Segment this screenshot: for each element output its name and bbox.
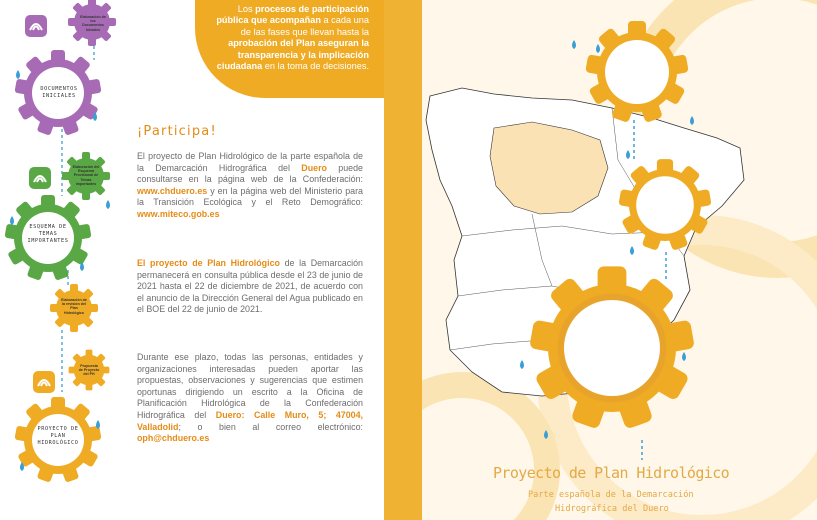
water-drop-icon xyxy=(16,70,20,79)
cover-subtitle-line2: Hidrográfica del Duero xyxy=(555,504,669,514)
callout-part: procesos de participación pública que acompañan xyxy=(216,4,369,26)
para1-text-2: puede consultarse en la página web de la Confederación: xyxy=(137,162,363,185)
chduero-link[interactable]: www.chduero.es xyxy=(137,185,208,196)
participation-icon xyxy=(33,371,55,393)
center-fold-band xyxy=(384,0,422,520)
para1-duero: Duero xyxy=(301,162,327,173)
para2-text: de la Demarcación permanecerá en consulta pública desde el 23 de junio de 2021 hasta el 22 de diciembre de 2021, de acuerdo con el anuncio de la Dirección General del Agua publicado en el BOE del 22 de junio de 2021. xyxy=(137,258,363,315)
email-link[interactable]: oph@chduero.es xyxy=(137,433,210,444)
small-gear-label-3: Elaboración de la revisión del Plan Hidrológico xyxy=(61,298,87,315)
water-drop-icon xyxy=(682,352,686,361)
water-drop-icon xyxy=(572,40,576,49)
participa-heading: ¡Participa! xyxy=(137,124,217,139)
para3-text-1: Durante ese plazo, todas las personas, entidades y organizaciones interesadas pueden aportar las propuestas, observaciones y sugerencias que estimen oportunas dirigiendo un escrito a la Oficina de Planificación Hidrológica de la Confederación Hidrográfica del xyxy=(137,352,363,420)
small-gear-label-1: Elaboración de los Documentos Iniciales xyxy=(80,15,106,32)
callout-part: en la toma de decisiones. xyxy=(262,61,369,72)
water-drop-icon xyxy=(596,44,600,53)
participation-icon xyxy=(29,167,51,189)
cover-subtitle-line1: Parte española de la Demarcación xyxy=(528,490,694,500)
water-drop-icon xyxy=(690,116,694,125)
address: Duero: Calle Muro, 5; 47004, Valladolid xyxy=(137,409,363,432)
callout-part: a cada una de las fases que llevan hasta la xyxy=(240,15,369,37)
water-drop-icon xyxy=(106,200,110,209)
cover-panel xyxy=(422,0,817,520)
intro-callout-text xyxy=(206,4,369,72)
paragraph-consulta-publica xyxy=(137,258,363,316)
cover-title: Proyecto de Plan Hidrológico xyxy=(493,464,730,482)
stage-label-documentos: DOCUMENTOS INICIALES xyxy=(40,86,78,99)
miteco-link[interactable]: www.miteco.gob.es xyxy=(137,208,220,219)
para1-text-3: y en la página web del Ministerio para la Transición Ecológica y el Reto Demográfico: xyxy=(137,185,363,208)
small-gear-label-2: Elaboración del Esquema Provisional de Temas Importantes xyxy=(72,165,100,186)
small-gear-label-4: Propuesta de Proyecto del PH xyxy=(78,364,100,377)
para1-text-1: El proyecto de Plan Hidrológico de la parte española de la Demarcación Hidrográfica del xyxy=(137,151,363,173)
cover-illustration xyxy=(422,0,817,520)
participation-icon xyxy=(25,15,47,37)
paragraph-consulta-web xyxy=(137,151,363,221)
paragraph-propuestas xyxy=(137,352,363,445)
callout-part: Los xyxy=(237,4,256,14)
stage-label-esquema: ESQUEMA DE TEMAS IMPORTANTES xyxy=(27,224,69,244)
water-drop-icon xyxy=(10,216,14,225)
stage-label-proyecto: PROYECTO DE PLAN HIDROLÓGICO xyxy=(37,426,79,446)
callout-part: aprobación del Plan aseguran la transparencia y la implicación ciudadana xyxy=(216,38,369,72)
para2-lead: El proyecto de Plan Hidrológico xyxy=(137,258,280,268)
para3-text-2: ; o bien al correo electrónico: xyxy=(178,421,363,432)
